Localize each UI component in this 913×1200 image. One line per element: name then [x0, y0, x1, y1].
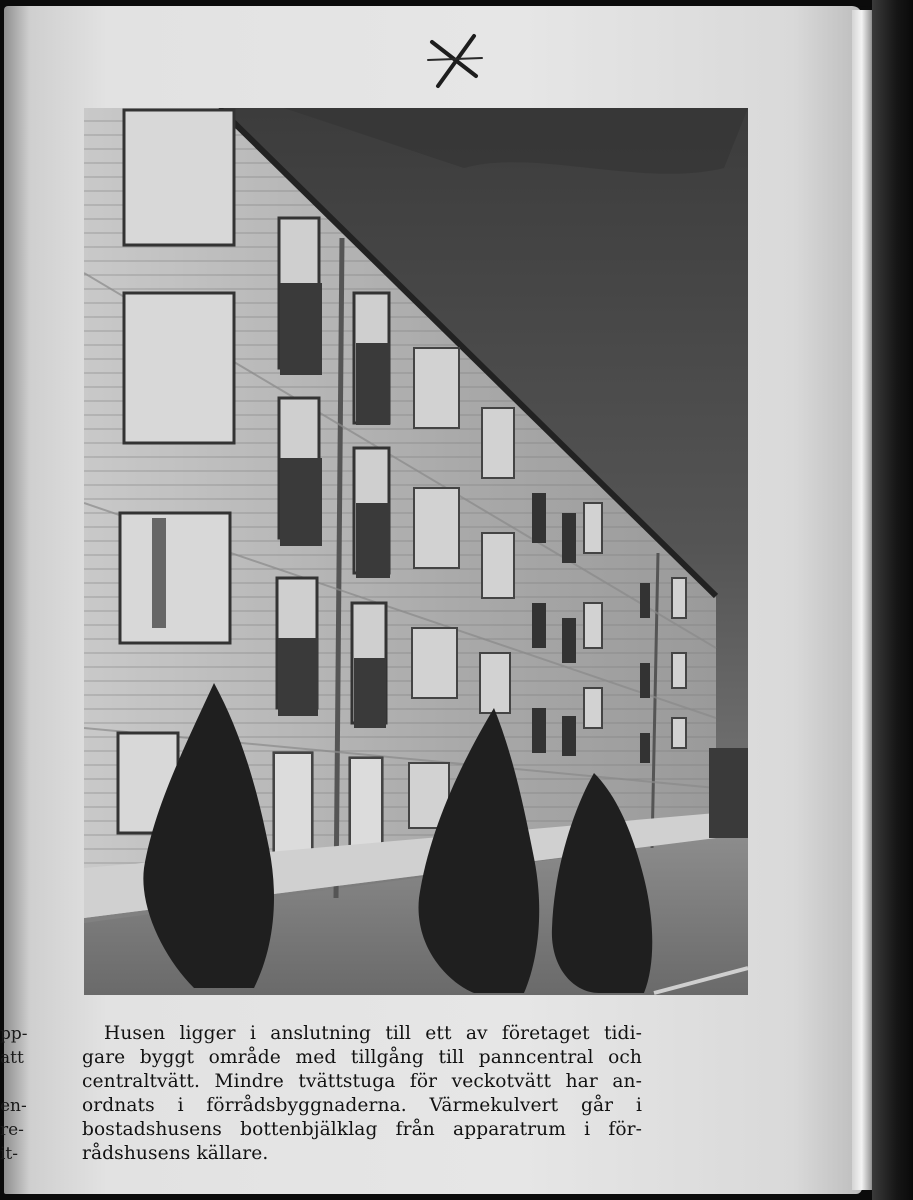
- caption-line: ordnats i förrådsbyggnaderna. Värmekulvert går i: [82, 1095, 642, 1116]
- caption-line: rådshusens källare.: [82, 1143, 269, 1164]
- scan-background: [872, 0, 913, 1200]
- photo-caption: [82, 1022, 642, 1166]
- margin-fragment: [0, 1070, 40, 1094]
- caption-line: centraltvätt. Mindre tvättstuga för veckotvätt har an-: [82, 1071, 642, 1092]
- margin-fragment: att: [0, 1048, 24, 1068]
- caption-line: Husen ligger i anslutning till ett av företaget tidi-: [104, 1023, 642, 1044]
- building-photo: [84, 108, 748, 995]
- margin-fragment: re-: [0, 1120, 24, 1140]
- caption-line: bostadshusens bottenbjälklag från apparatrum i för-: [82, 1119, 642, 1140]
- left-page-text-fragments: [0, 1022, 40, 1166]
- cross-mark-icon: [424, 30, 486, 92]
- margin-fragment: it-: [0, 1144, 19, 1164]
- margin-fragment: pp-: [0, 1024, 28, 1044]
- margin-fragment: en-: [0, 1096, 27, 1116]
- building-illustration: [84, 108, 748, 995]
- caption-line: gare byggt område med tillgång till panncentral och: [82, 1047, 642, 1068]
